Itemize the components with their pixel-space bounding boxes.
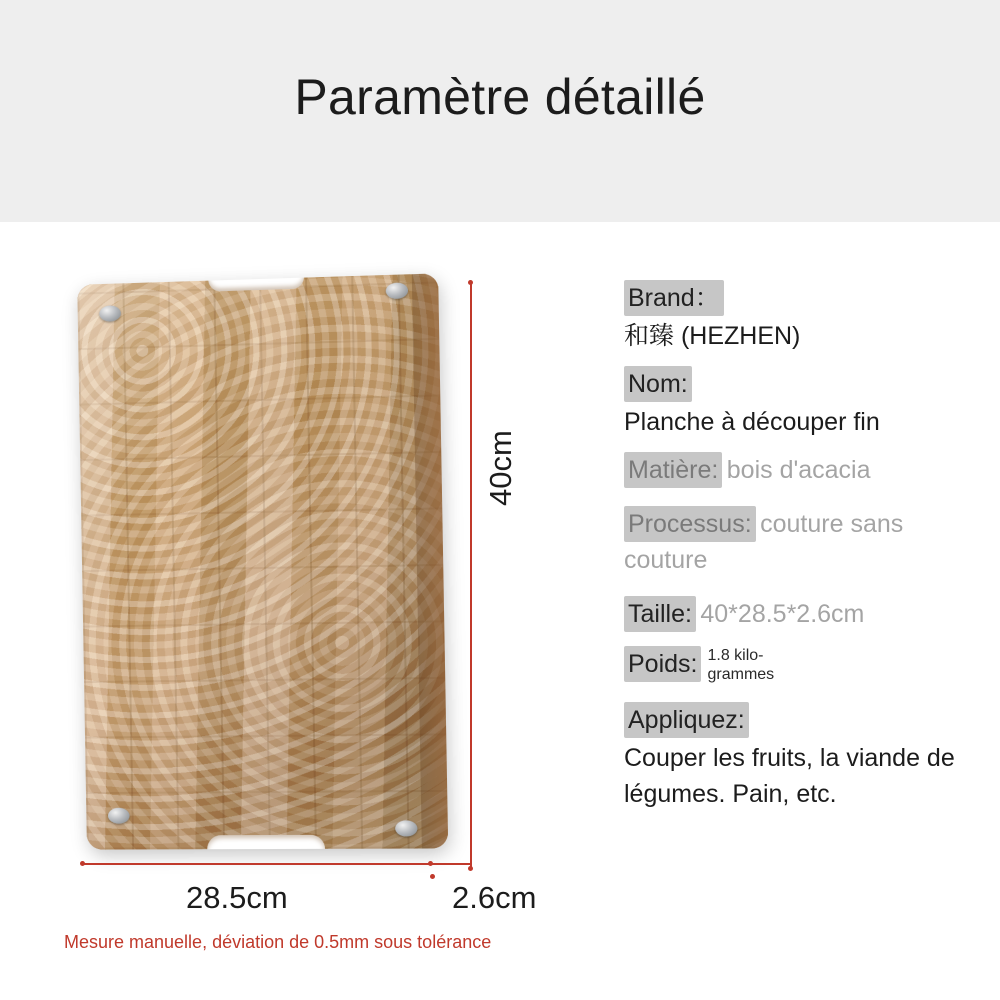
spec-value-name: Planche à découper fin [624,408,880,436]
image-sheen [77,273,448,849]
dimension-dot [468,280,473,285]
spec-item-usage [624,702,964,812]
rubber-foot-icon [395,820,418,836]
spec-key-weight: Poids: [624,646,701,682]
spec-key-size: Taille: [624,596,696,632]
dimension-label-height: 40cm [483,430,518,506]
rubber-foot-icon [108,808,130,824]
spec-value-brand: 和臻 (HEZHEN) [624,322,801,350]
spec-key-usage: Appliquez: [624,702,749,738]
spec-value-material: bois d'acacia [726,456,871,484]
handle-notch-bottom [207,835,325,850]
spec-key-brand: Brand： [624,280,724,316]
spec-item-size [624,596,964,632]
spec-item-weight [624,644,964,684]
dimension-dot [430,874,435,879]
spec-value-usage: Couper les fruits, la viande de légumes. Pain, etc. [624,744,955,808]
spec-key-name: Nom: [624,366,692,402]
dimension-dot [80,861,85,866]
spec-item-process [624,506,964,578]
spec-item-name [624,366,964,440]
cutting-board-graphic [77,273,448,849]
dimension-line-width [82,863,430,865]
product-image [80,279,470,859]
spec-item-brand [624,280,964,354]
spec-value-size: 40*28.5*2.6cm [700,600,865,628]
spec-key-process: Processus: [624,506,756,542]
dimension-line-depth [432,863,472,865]
spec-value-process: couture sans couture [624,510,904,574]
dimension-dot [468,866,473,871]
handle-notch-top [208,273,304,291]
spec-value-weight: 1.8 kilo-grammes [707,647,775,683]
page-title: Paramètre détaillé [294,69,706,125]
measurement-footnote: Mesure manuelle, déviation de 0.5mm sous tolérance [64,932,492,952]
header-band [0,0,1000,222]
specification-list [624,280,964,818]
main-content [0,222,1000,1000]
dimension-line-height [470,284,472,869]
spec-item-material [624,452,964,488]
dimension-label-width: 28.5cm [186,880,288,915]
dimension-label-depth: 2.6cm [452,880,537,915]
spec-key-material: Matière: [624,452,722,488]
